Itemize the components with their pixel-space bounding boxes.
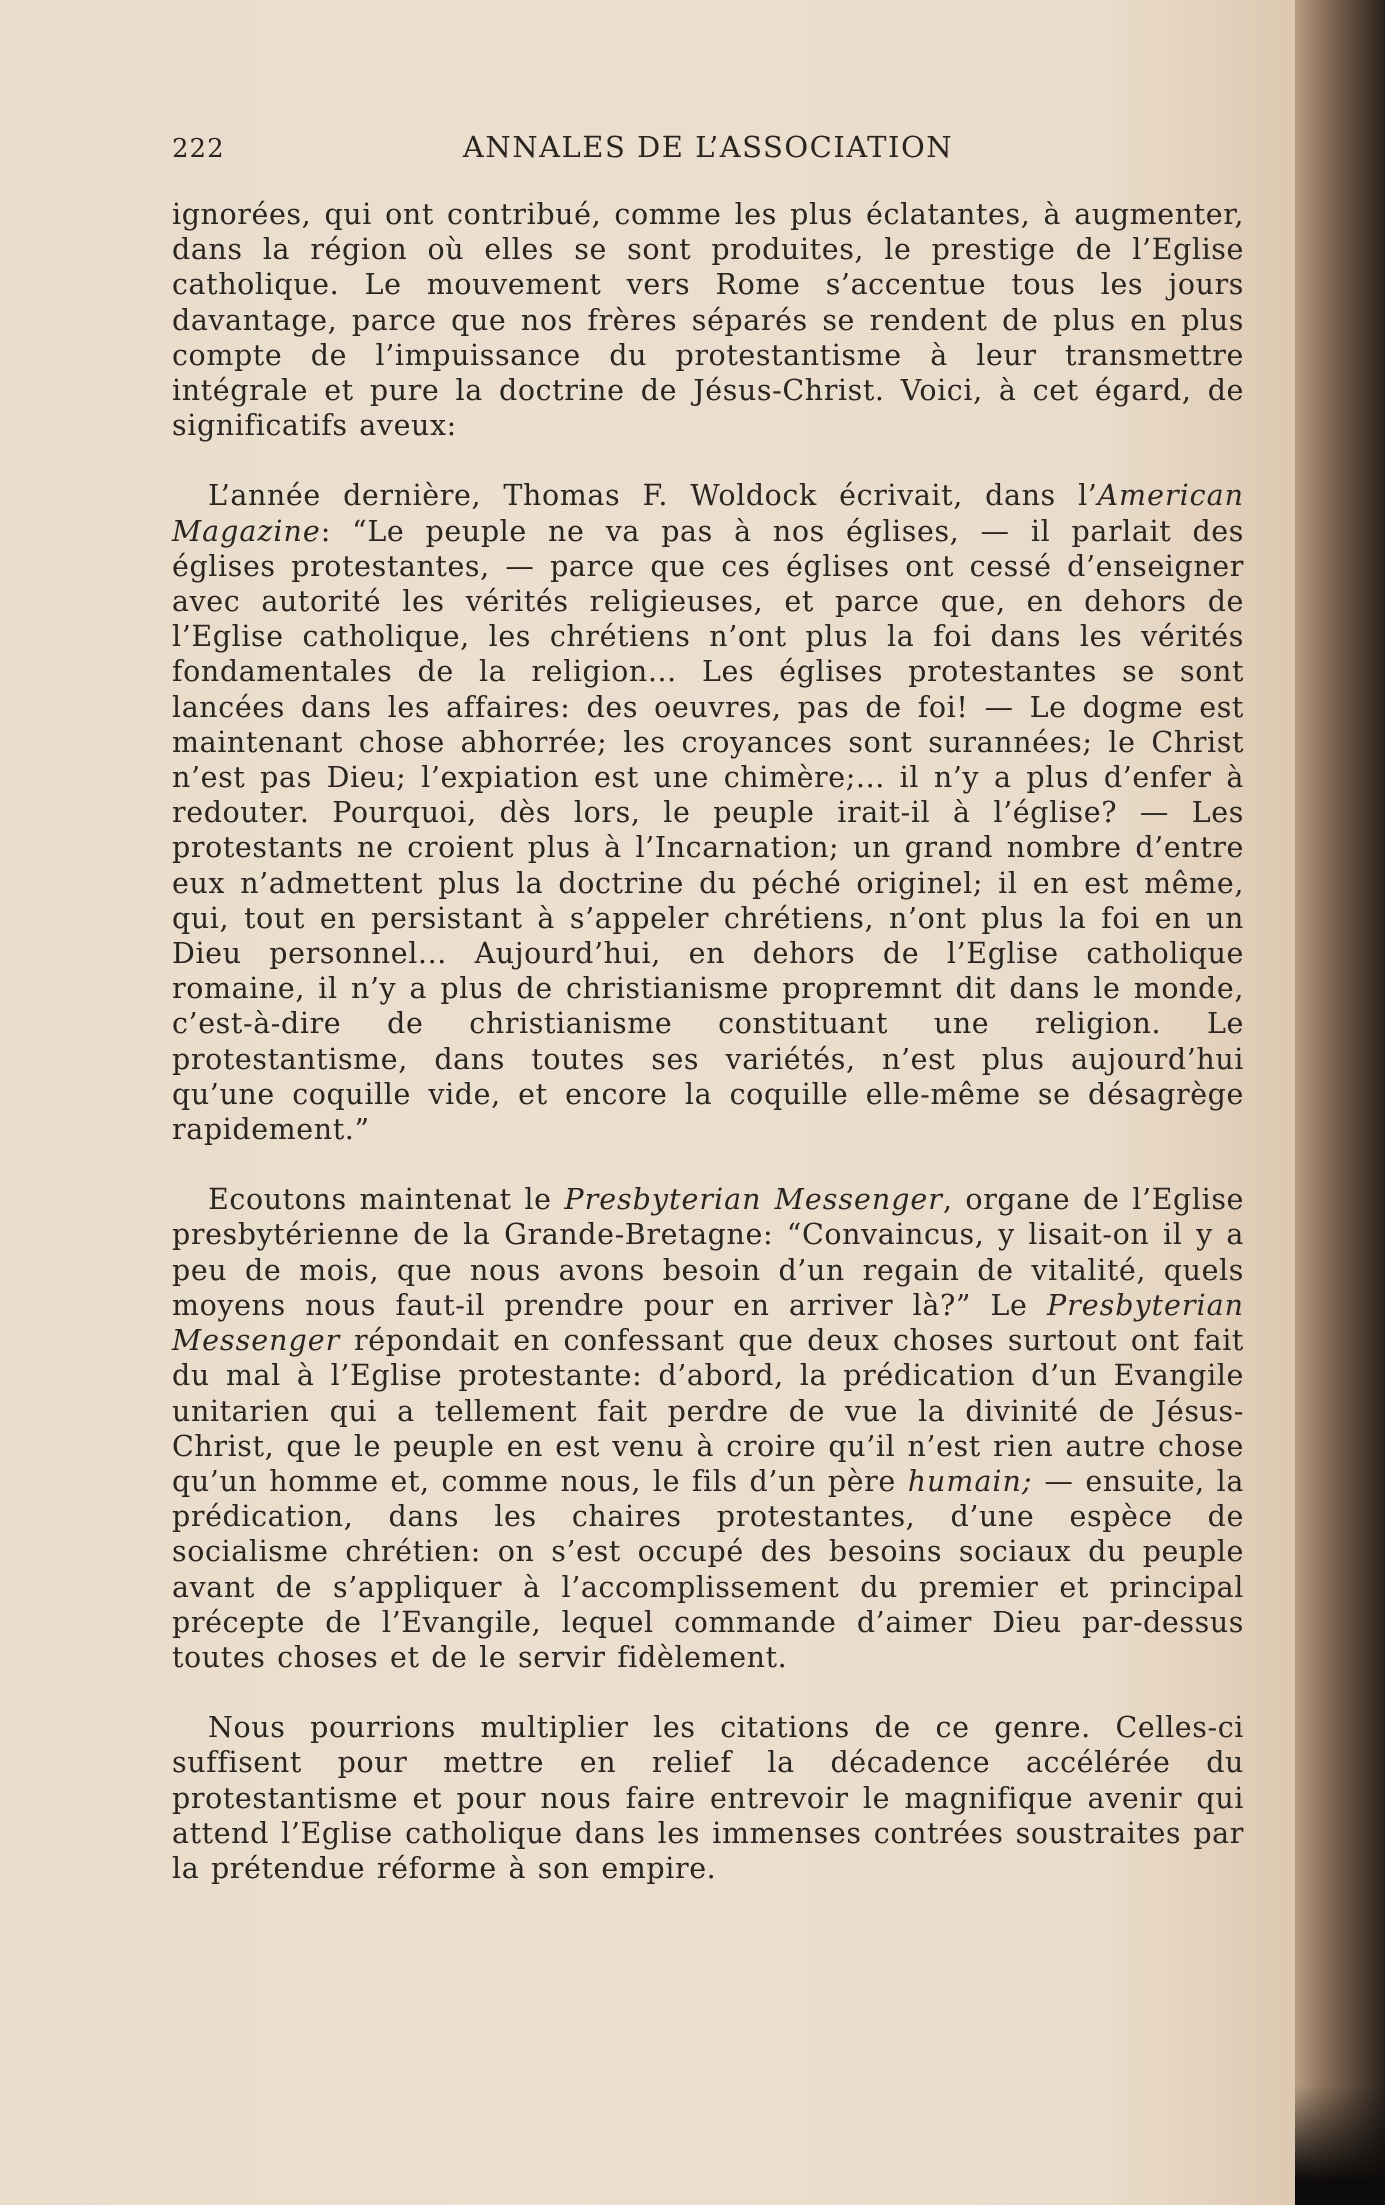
- paragraph-3-text-c: répondait en confessant que deux choses surtout ont fait du mal à l’Eglise protestante: d’abord, la prédication d’un Evangile unitarien qui a tellement fait perdre de vue la divinité de Jésus-Christ, que le peuple en est venu à croire qu’il n’est rien autre chose qu’un homme et, comme nous, le fils d’un père: [172, 1324, 1244, 1498]
- page-number: 222: [172, 134, 225, 164]
- book-gutter: [1295, 0, 1385, 2205]
- paragraph-1: ignorées, qui ont contribué, comme les plus éclatantes, à augmenter, dans la région où elles se sont produites, le prestige de l’Eglise catholique. Le mouvement vers Rome s’accentue tous les jours davantage, parce que nos frères séparés se rendent de plus en plus compte de l’impuissance du protestantisme à leur transmettre intégrale et pure la doctrine de Jésus-Christ. Voici, à cet égard, de significatifs aveux:: [172, 198, 1244, 443]
- magazine-title: American Magazine: [172, 479, 1244, 548]
- paragraph-2-text-b: : “Le peuple ne va pas à nos églises, — il parlait des églises protestantes, — parce que ces églises ont cessé d’enseigner avec autorité les vérités religieuses, et parce que, en dehors de l’Eglise catholique, les chrétiens n’ont plus la foi dans les vérités fondamentales de la religion... Les églises protestantes se sont lancées dans les affaires: des oeuvres, pas de foi! — Le dogme est maintenant chose abhorrée; les croyances sont surannées; le Christ n’est pas Dieu; l’expiation est une chimère;... il n’y a plus d’enfer à redouter. Pourquoi, dès lors, le peuple irait-il à l’église? — Les protestants ne croient plus à l’Incarnation; un grand nombre d’entre eux n’admettent plus la doctrine du péché originel; il en est même, qui, tout en persistant à s’appeler chrétiens, n’ont plus la foi en un Dieu personnel... Aujourd’hui, en dehors de l’Eglise catholique romaine, il n’y a plus de christianisme propremnt dit dans le monde, c’est-à-dire de christianisme constituant une religion. Le protestantisme, dans toutes ses variétés, n’est plus aujourd’hui qu’une coquille vide, et encore la coquille elle-même se désagrège rapidement.”: [172, 514, 1244, 1147]
- body-text: [172, 197, 1244, 1886]
- paragraph-3-text-a: Ecoutons maintenat le: [208, 1183, 565, 1217]
- messenger-title-1: Presbyterian Messenger: [564, 1183, 943, 1217]
- gutter-shadow: [1295, 2085, 1385, 2205]
- paragraph-2: [172, 478, 1244, 1147]
- humain-word: humain;: [907, 1464, 1033, 1498]
- paragraph-3: [172, 1182, 1244, 1675]
- page-header: [172, 130, 1244, 170]
- paragraph-2-text-a: L’année dernière, Thomas F. Woldock écrivait, dans l’: [208, 479, 1098, 513]
- running-title: ANNALES DE L’ASSOCIATION: [462, 130, 954, 164]
- messenger-title-2: Presbyterian Messenger: [172, 1288, 1244, 1358]
- paragraph-4: Nous pourrions multiplier les citations de ce genre. Celles-ci suffisent pour mettre en relief la décadence accélérée du protestantisme et pour nous faire entrevoir le magnifique avenir qui attend l’Eglise catholique dans les immenses contrées soustraites par la prétendue réforme à son empire.: [172, 1711, 1244, 1885]
- paragraph-3-text-b: , organe de l’Eglise presbytérienne de la Grande-Bretagne: “Convaincus, y lisait-on il y a peu de mois, que nous avons besoin d’un regain de vitalité, quels moyens nous faut-il prendre pour en arriver là?” Le: [172, 1183, 1245, 1322]
- paragraph-3-text-d: — ensuite, la prédication, dans les chaires protestantes, d’une espèce de socialisme chrétien: on s’est occupé des besoins sociaux du peuple avant de s’appliquer à l’accomplissement du premier et principal précepte de l’Evangile, lequel commande d’aimer Dieu par-dessus toutes choses et de le servir fidèlement.: [172, 1464, 1244, 1674]
